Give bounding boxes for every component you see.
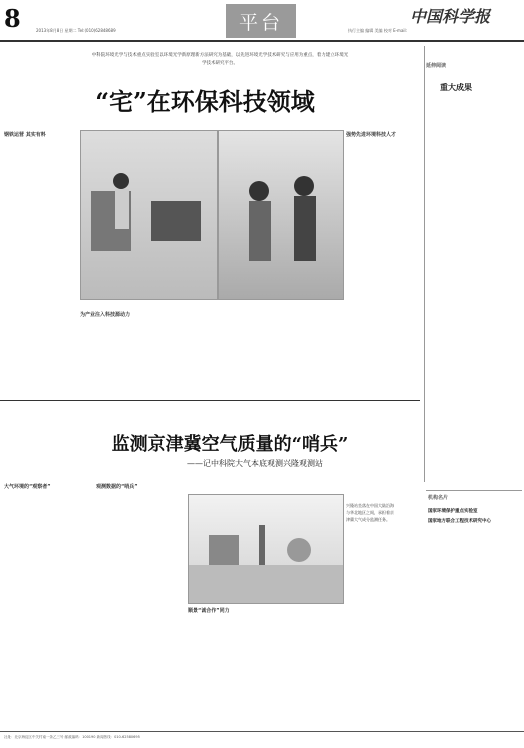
masthead-logo: 中国科学报 xyxy=(410,7,491,26)
article1-subhead-2: 为产业注入科技源动力 xyxy=(80,312,131,318)
article2-column-2 xyxy=(96,482,184,728)
header-meta-left: 2013年8月8日 星期二 Tel:(010)62848689 xyxy=(36,28,116,33)
sidebar2-item-head: 国家环境保护重点实验室 xyxy=(428,509,478,514)
footer-rule xyxy=(0,731,524,732)
section-tag: 平台 xyxy=(226,4,296,38)
sidebar1-body xyxy=(428,96,520,476)
article1-column-3 xyxy=(346,130,420,398)
sidebar1-label: 延伸阅读 xyxy=(426,63,447,69)
article1-lead: 中科院环境光学与技术重点实验室以环境光学新原理新方法研究为基础，以先进环境光学技术研究与应用为重点，着力建立环境光学技术研究平台。 xyxy=(91,53,349,66)
article2-column-1 xyxy=(4,482,94,728)
article1-headline: “宅”在环保科技领域 xyxy=(95,87,315,116)
sidebar2-item xyxy=(428,508,520,514)
header-meta-right: 执行主编 编辑 美编 校对 E-mail: xyxy=(348,28,407,33)
footer-text: 社址：北京海淀区中关村南一条乙三号 邮政编码：100190 新闻热线：010-62580695 xyxy=(4,735,140,739)
sidebar2-label: 机构名片 xyxy=(428,495,449,501)
sidebar1-title: 重大成果 xyxy=(440,82,472,92)
sidebar2-box xyxy=(426,490,522,723)
sidebar2-item xyxy=(428,518,520,524)
sidebar2-list xyxy=(428,504,520,524)
article1-photo-lab xyxy=(80,130,218,300)
sidebar-divider xyxy=(424,46,425,482)
article2-photo-station xyxy=(188,494,344,604)
header-rule xyxy=(0,40,524,42)
article1-subhead-1: 钢铁运营 其实有料 xyxy=(4,132,46,138)
article1-column-2 xyxy=(80,310,216,398)
article1-column-1 xyxy=(4,130,76,390)
article2-headline: 监测京津冀空气质量的“哨兵” xyxy=(111,434,349,455)
page-number: 8 xyxy=(4,4,21,33)
article2-column-3 xyxy=(188,606,304,728)
article-divider xyxy=(0,400,420,401)
article2-subhead-2: 观测数据的“哨兵” xyxy=(96,484,138,490)
article1-photo-team xyxy=(218,130,344,300)
sidebar2-item-head: 国家地方联合工程技术研究中心 xyxy=(428,519,491,524)
article2-photo-caption: 兴隆站坐落在中国大陆沿海与华北地区之间，承担着京津冀大气成分监测任务。 xyxy=(346,503,394,522)
article2-subhead-3: 顺景“诚合作”同力 xyxy=(188,608,230,614)
article1-subhead-3: 强势先进环境科技人才 xyxy=(346,132,397,138)
article2-subheadline: ——记中科院大气本底观测兴隆观测站 xyxy=(187,459,323,468)
article2-subhead-1: 大气环境的“观察者” xyxy=(4,484,51,490)
article2-column-4 xyxy=(306,606,422,728)
